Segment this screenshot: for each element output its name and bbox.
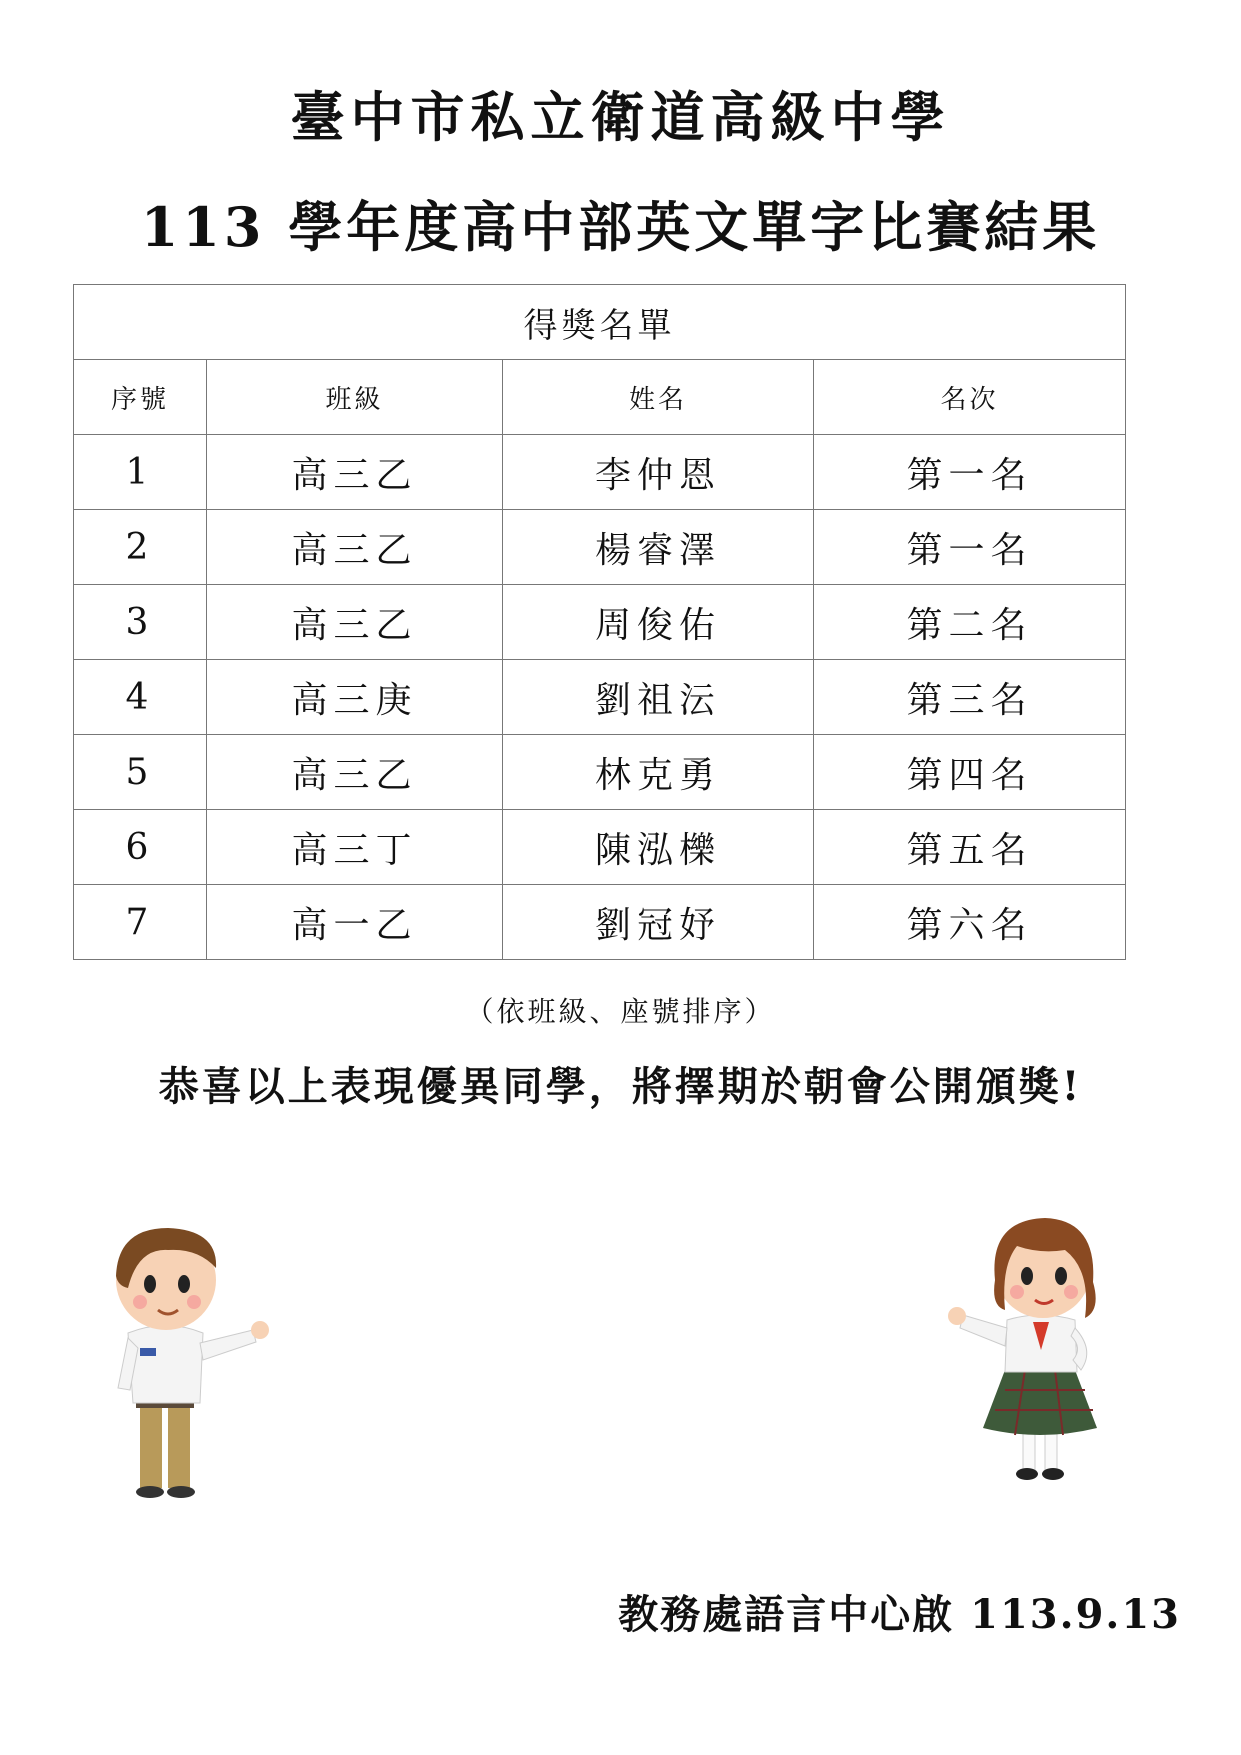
school-name: 臺中市私立衛道高級中學 [290,85,951,149]
cell-name: 周俊佑 [503,585,814,660]
table-row [74,435,1126,510]
cell-rank: 第一名 [814,510,1126,585]
cell-number: 4 [74,660,207,735]
boy-left-cheek [133,1295,147,1309]
column-header-number: 序號 [74,360,207,435]
girl-left-shoe [1016,1468,1038,1480]
cell-class: 高三乙 [207,510,503,585]
table-row [74,660,1126,735]
boy-right-eye [178,1275,190,1293]
column-header-rank: 名次 [814,360,1126,435]
column-header-class: 班級 [207,360,503,435]
cell-rank: 第五名 [814,810,1126,885]
table-row [74,735,1126,810]
girl-left-eye [1021,1267,1033,1285]
girl-right-shoe [1042,1468,1064,1480]
table-row [74,585,1126,660]
girl-student-illustration [945,1210,1145,1500]
girl-right-cheek [1064,1285,1078,1299]
cell-number: 7 [74,885,207,960]
issuer-and-date: 教務處語言中心啟 113.9.13 [618,1591,1181,1638]
cell-name: 李仲恩 [503,435,814,510]
cell-name: 劉祖沄 [503,660,814,735]
cell-class: 高三乙 [207,435,503,510]
boy-right-cheek [187,1295,201,1309]
cell-class: 高一乙 [207,885,503,960]
cell-name: 林克勇 [503,735,814,810]
girl-left-cheek [1010,1285,1024,1299]
table-header-row [74,360,1126,435]
girl-hand [948,1307,966,1325]
column-header-name: 姓名 [503,360,814,435]
cell-rank: 第一名 [814,435,1126,510]
cell-rank: 第四名 [814,735,1126,810]
boy-left-eye [144,1275,156,1293]
cell-class: 高三庚 [207,660,503,735]
cell-class: 高三丁 [207,810,503,885]
table-row [74,810,1126,885]
cell-name: 楊睿澤 [503,510,814,585]
table-caption: 得獎名單 [74,285,1126,360]
boy-left-shoe [136,1486,164,1498]
table-row [74,885,1126,960]
cell-number: 2 [74,510,207,585]
cell-number: 3 [74,585,207,660]
cell-number: 5 [74,735,207,810]
table-row [74,510,1126,585]
boy-shirt [128,1326,203,1404]
boy-right-leg [168,1408,190,1488]
girl-right-eye [1055,1267,1067,1285]
cell-class: 高三乙 [207,735,503,810]
cell-rank: 第六名 [814,885,1126,960]
boy-school-badge [140,1348,156,1356]
boy-student-illustration [88,1218,288,1518]
cell-rank: 第三名 [814,660,1126,735]
boy-right-shoe [167,1486,195,1498]
sort-note: （依班級、座號排序） [465,995,776,1028]
congratulations-message: 恭喜以上表現優異同學，將擇期於朝會公開頒獎! [158,1063,1083,1110]
cell-name: 陳泓櫟 [503,810,814,885]
cell-number: 1 [74,435,207,510]
boy-left-leg [140,1408,162,1488]
cell-number: 6 [74,810,207,885]
boy-hand [251,1321,269,1339]
cell-class: 高三乙 [207,585,503,660]
award-list-table [73,284,1126,960]
cell-rank: 第二名 [814,585,1126,660]
boy-pointing-arm [200,1330,256,1360]
table-caption-row [74,285,1126,360]
document-title: 113 學年度高中部英文單字比賽結果 [140,195,1101,259]
girl-plaid-skirt [983,1370,1097,1435]
cell-name: 劉冠妤 [503,885,814,960]
girl-pointing-arm [960,1315,1007,1346]
